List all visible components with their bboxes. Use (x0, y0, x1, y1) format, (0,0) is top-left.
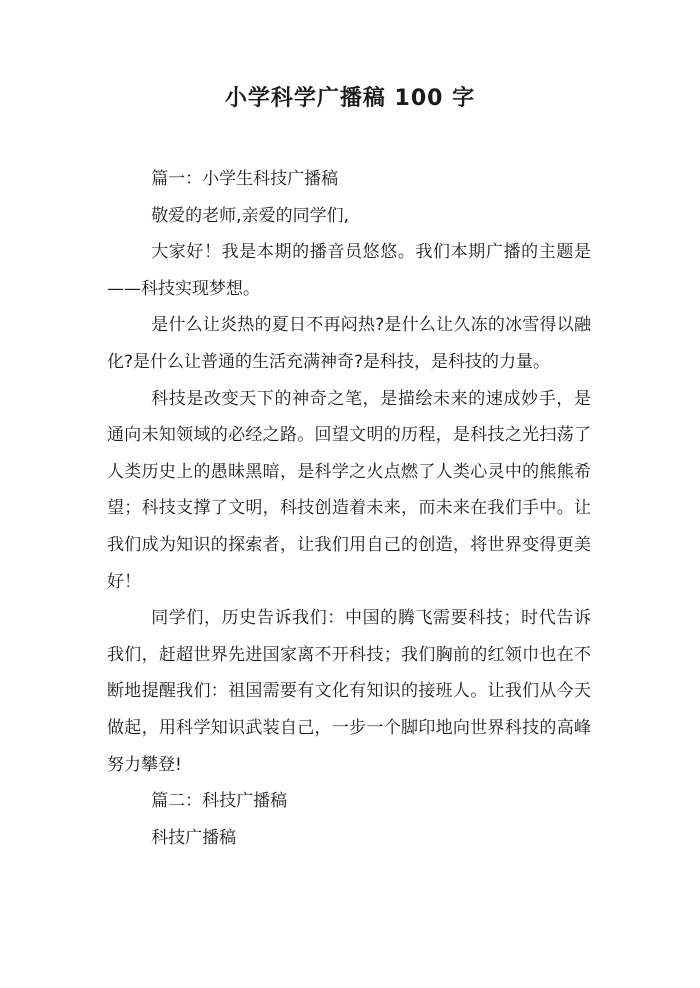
salutation-paragraph: 敬爱的老师,亲爱的同学们, (151, 205, 349, 226)
section-heading: 篇一：小学生科技广播稿 (151, 169, 339, 189)
document-title: 小学科学广播稿 100 字 (224, 86, 476, 111)
body-paragraph: 是什么让炎热的夏日不再闷热?是什么让久冻的冰雪得以融化?是什么让普通的生活充满神奇?是科技，是科技的力量。 (107, 315, 591, 372)
body-paragraph: 科技是改变天下的神奇之笔，是描绘未来的速成妙手，是通向未知领域的必经之路。回望文明的历程，是科技之光扫荡了人类历史上的愚昧黑暗，是科学之火点燃了人类心灵中的熊熊希望；科技支撑了文明，科技创造着未来，而未来在我们手中。让我们成为知识的探索者，让我们用自己的创造，将世界变得更美好！ (107, 388, 591, 592)
body-paragraph: 同学们，历史告诉我们：中国的腾飞需要科技；时代告诉我们，赶超世界先进国家离不开科技；我们胸前的红领巾也在不断地提醒我们：祖国需要有文化有知识的接班人。让我们从今天做起，用科学知识武装自己，一步一个脚印地向世界科技的高峰努力攀登! (107, 608, 591, 775)
document-body (107, 161, 591, 856)
body-paragraph: 科技广播稿 (151, 827, 237, 848)
body-paragraph: 大家好！我是本期的播音员悠悠。我们本期广播的主题是——科技实现梦想。 (107, 242, 591, 299)
section-heading: 篇二：科技广播稿 (151, 791, 288, 812)
